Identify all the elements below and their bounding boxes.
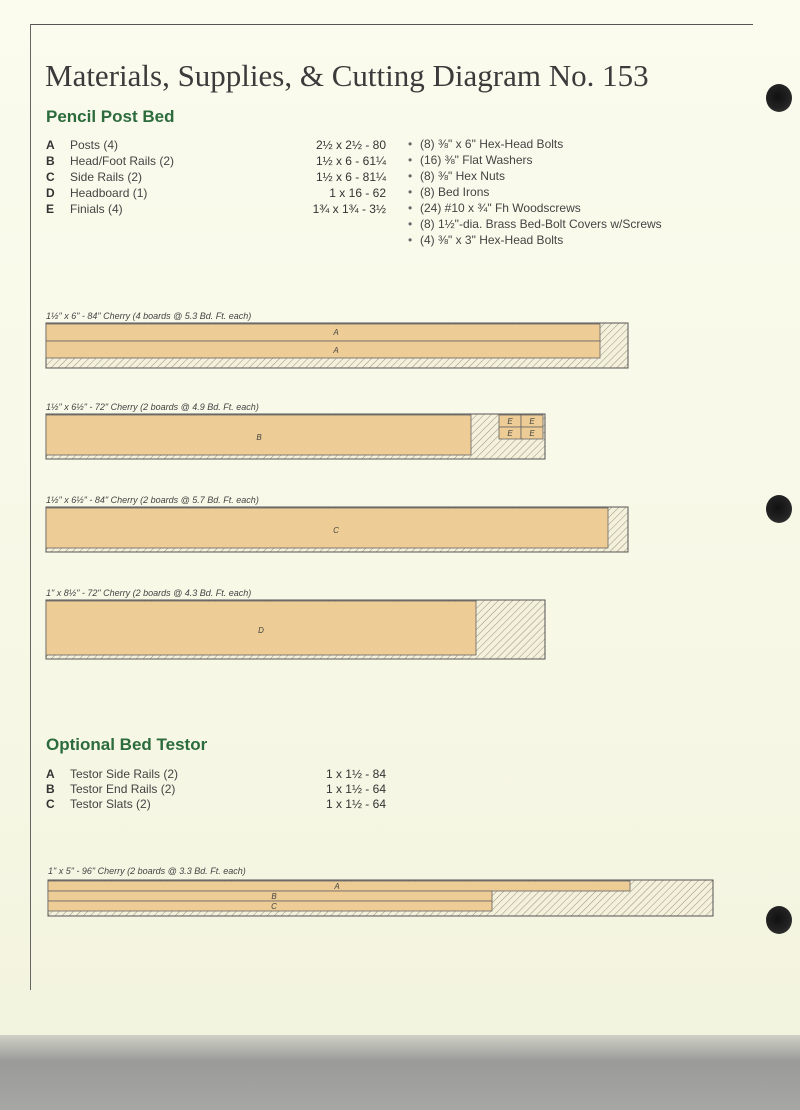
hardware-list: [408, 136, 662, 248]
binder-hole-icon: [766, 906, 792, 934]
hardware-item: [408, 168, 662, 184]
hardware-item-text: (24) #10 x ¾" Fh Woodscrews: [420, 201, 581, 215]
hardware-item-text: (8) ⅜" Hex Nuts: [420, 169, 505, 183]
part-row: [46, 201, 386, 217]
binder-hole-icon: [766, 495, 792, 523]
part-name: Testor End Rails (2): [70, 782, 176, 796]
section-title-optional-bed-testor: Optional Bed Testor: [46, 735, 208, 754]
part-letter: A: [46, 138, 55, 152]
hardware-item-text: (4) ⅜" x 3" Hex-Head Bolts: [420, 233, 564, 247]
hardware-item: [408, 136, 662, 152]
cutting-board-testor: [48, 880, 713, 916]
board-label: 1" x 5" - 96" Cherry (2 boards @ 3.3 Bd. Ft. each): [48, 866, 246, 876]
part-row: [46, 185, 386, 201]
part-row: [46, 766, 386, 782]
piece-letter: B: [271, 892, 277, 901]
hardware-item: [408, 200, 662, 216]
piece-letter: C: [271, 902, 277, 911]
part-letter: B: [46, 782, 55, 796]
part-row: [46, 153, 386, 169]
part-name: Headboard (1): [70, 186, 148, 200]
cutting-board-1: [46, 323, 628, 368]
piece-letter: D: [258, 626, 264, 635]
cut-piece-a: [46, 341, 600, 358]
cutting-board-3: [46, 507, 628, 552]
parts-list: [46, 137, 386, 217]
piece-letter: E: [529, 429, 535, 438]
part-letter: A: [46, 767, 55, 781]
bullet-icon: •: [408, 153, 413, 167]
part-row: [46, 782, 386, 796]
bullet-icon: •: [408, 137, 413, 151]
part-letter: B: [46, 154, 55, 168]
piece-letter: A: [333, 346, 339, 355]
part-dimensions: 1 x 1½ - 64: [325, 782, 386, 796]
piece-letter: C: [333, 526, 339, 535]
board-label: 1½" x 6" - 84" Cherry (4 boards @ 5.3 Bd. Ft. each): [46, 311, 252, 321]
part-name: Side Rails (2): [70, 170, 143, 184]
part-dimensions: 1 x 1½ - 84: [325, 767, 386, 781]
piece-letter: E: [507, 417, 513, 426]
binder-hole-icon: [766, 84, 792, 112]
part-name: Posts (4): [70, 138, 119, 152]
board-label: 1½" x 6½" - 72" Cherry (2 boards @ 4.9 Bd. Ft. each): [46, 402, 259, 412]
part-dimensions: 1 x 16 - 62: [329, 186, 386, 200]
bullet-icon: •: [408, 185, 413, 199]
part-row: [46, 169, 386, 185]
hardware-item: [408, 184, 662, 200]
hardware-item-text: (8) ⅜" x 6" Hex-Head Bolts: [420, 137, 564, 151]
part-letter: D: [46, 186, 55, 200]
testor-parts-list: [46, 766, 386, 812]
part-dimensions: 1¾ x 1¾ - 3½: [312, 202, 386, 216]
bullet-icon: •: [408, 217, 413, 231]
part-row: [46, 137, 386, 153]
hardware-item-text: (8) 1½"-dia. Brass Bed-Bolt Covers w/Screws: [420, 217, 662, 231]
section-title-pencil-post-bed: Pencil Post Bed: [46, 107, 175, 126]
cut-piece-a: [46, 324, 600, 341]
hardware-item: [408, 152, 662, 168]
hardware-item: [408, 232, 662, 248]
piece-letter: A: [334, 882, 340, 891]
part-letter: E: [46, 202, 55, 216]
left-rule: [30, 24, 31, 990]
part-row: [46, 796, 386, 812]
cutting-board-4: [46, 600, 545, 659]
bullet-icon: •: [408, 201, 413, 215]
part-name: Testor Slats (2): [70, 797, 151, 811]
piece-letter: B: [256, 433, 262, 442]
page-bottom-shadow: [0, 1035, 800, 1110]
bullet-icon: •: [408, 169, 413, 183]
part-letter: C: [46, 797, 55, 811]
cut-piece-c: [48, 901, 492, 911]
part-dimensions: 1½ x 6 - 81¼: [315, 170, 386, 184]
part-name: Finials (4): [70, 202, 123, 216]
part-dimensions: 2½ x 2½ - 80: [315, 138, 386, 152]
top-rule: [30, 24, 753, 25]
part-name: Head/Foot Rails (2): [70, 154, 175, 168]
cutting-board-2: [46, 414, 545, 459]
hardware-item-text: (8) Bed Irons: [420, 185, 490, 199]
page-title: Materials, Supplies, & Cutting Diagram No. 153: [45, 58, 649, 93]
piece-letter: E: [507, 429, 513, 438]
bullet-icon: •: [408, 233, 413, 247]
part-dimensions: 1½ x 6 - 61¼: [315, 154, 386, 168]
part-letter: C: [46, 170, 55, 184]
cut-piece-b: [48, 891, 492, 901]
hardware-item: [408, 216, 662, 232]
hardware-item-text: (16) ⅜" Flat Washers: [420, 153, 533, 167]
board-label: 1½" x 6½" - 84" Cherry (2 boards @ 5.7 Bd. Ft. each): [46, 495, 259, 505]
cut-piece-c: [46, 508, 608, 548]
board-label: 1" x 8½" - 72" Cherry (2 boards @ 4.3 Bd. Ft. each): [46, 588, 252, 598]
part-dimensions: 1 x 1½ - 64: [325, 797, 386, 811]
piece-letter: E: [529, 417, 535, 426]
piece-letter: A: [333, 328, 339, 337]
part-name: Testor Side Rails (2): [70, 767, 179, 781]
